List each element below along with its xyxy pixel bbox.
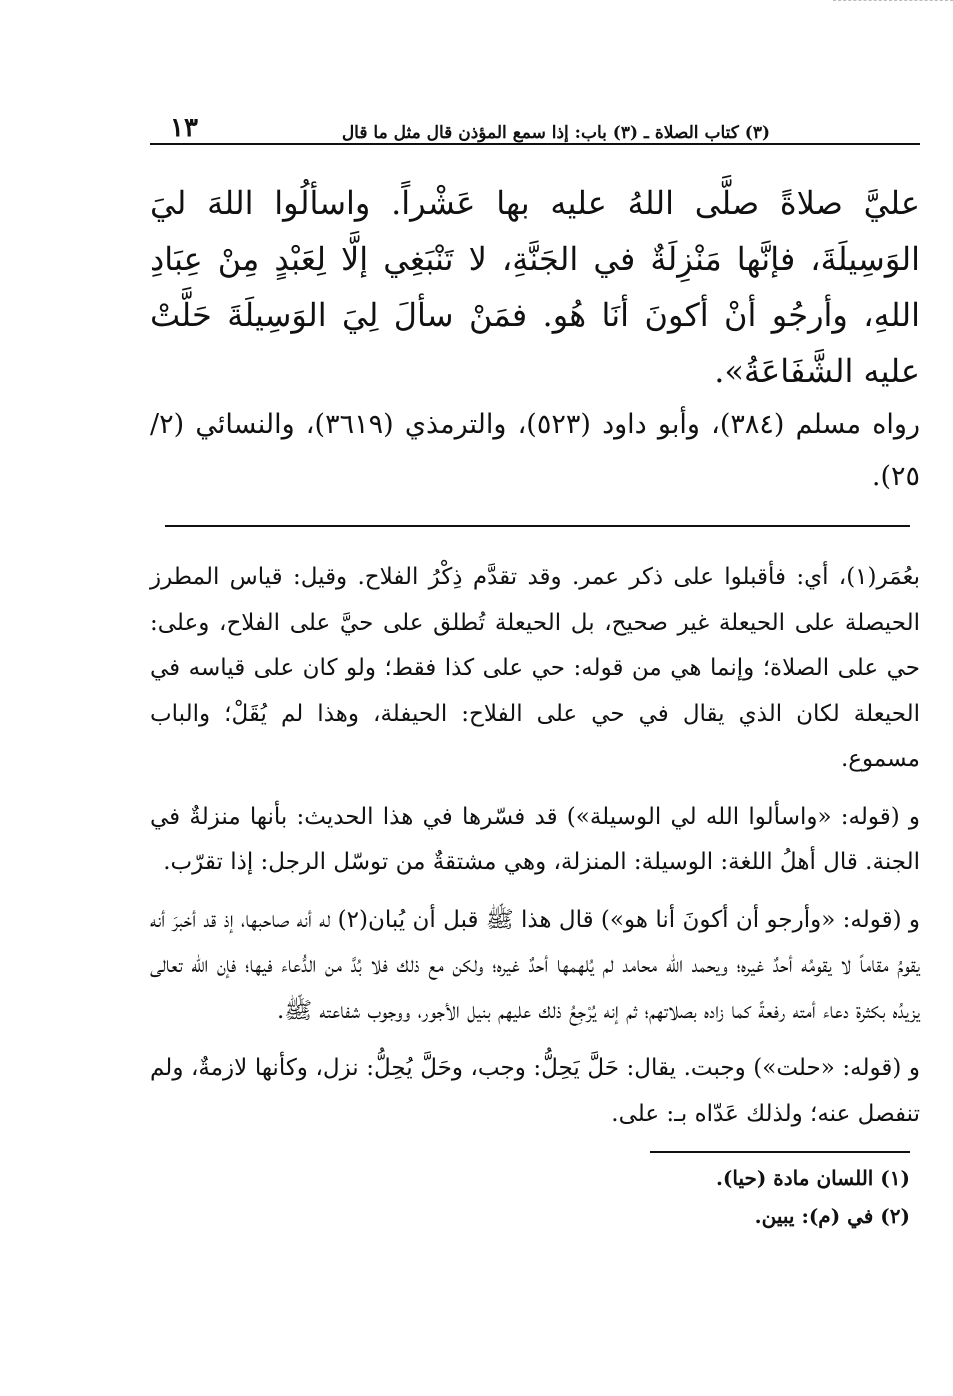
hadith-text-block [150, 175, 920, 399]
commentary-paragraph: و (قوله: «واسألوا الله لي الوسيلة») قد فسّرها في هذا الحديث: بأنها منزلةٌ في الجنة. قال أهلُ اللغة: الوسيلة: المنزلة، وهي مشتقةٌ من توسّل الرجل: إذا تقرّب. [150, 803, 920, 875]
footnote-2: (٢) في (م): يبين. [754, 1204, 910, 1228]
footnote-divider [650, 1151, 910, 1153]
page-header [150, 95, 920, 145]
footnote-1: (١) اللسان مادة (حيا). [715, 1166, 910, 1190]
running-title: (٣) كتاب الصلاة ـ (٣) باب: إذا سمع المؤذن قال مثل ما قال [341, 123, 770, 143]
hadith-text: عليَّ صلاةً صلَّى اللهُ عليه بها عَشْراً. واسألُوا اللهَ ليَ الوَسِيلَةَ، فإنَّها مَنْزِلَةٌ في الجَنَّةِ، لا تَنْبَغِي إلَّا لِعَبْدٍ مِنْ عِبَادِ اللهِ، وأرجُو أنْ أكونَ أنَا هُو. فمَنْ سألَ لِيَ الوَسِيلَةَ حَلَّتْ عليه الشَّفَاعَةُ». [150, 184, 920, 390]
commentary-paragraph: بعُمَر(١)، أي: فأقبلوا على ذكر عمر. وقد تقدَّم ذِكْرُ الفلاح. وقيل: قياس المطرز الحيصلة على الحيعلة غير صحيح، بل الحيعلة تُطلق على حيَّ على الفلاح، وعلى: حي على الصلاة؛ وإنما هي من قوله: حي على كذا فقط؛ ولو كان على قياسه في الحيعلة لكان الذي يقال في حي على الفلاح: الحيفلة، وهذا لم يُقَلْ؛ والباب مسموع. [150, 564, 920, 772]
hadith-source: رواه مسلم (٣٨٤)، وأبو داود (٥٢٣)، والترمذي (٣٦١٩)، والنسائي (٢/ ٢٥). [150, 409, 920, 492]
book-page [150, 95, 920, 1235]
commentary-paragraph: و (قوله: «وأرجو أن أكونَ أنا هو») قال هذا ﷺ قبل أن يُبان(٢) له أنه صاحبها، إذ قد أخبرَ أنه يقومُ مقاماً لا يقومُه أحدٌ غيره؛ ويحمد الله محامد لم يُلهمها أحدٌ غيره؛ ولكن مع ذلك فلا بُدَّ من الدُّعاء فيها؛ فإن الله تعالى يزيدُه بكثرة دعاء أمته رفعةً كما زاده بصلاتهم؛ ثم إنه يُرْجِعُ ذلك عليهم بنيل الأجور، ووجوب شفاعته ﷺ. [150, 906, 920, 1024]
commentary-block [150, 555, 920, 1137]
footnotes [150, 1159, 910, 1235]
commentary-paragraph: و (قوله: «حلت») وجبت. يقال: حَلَّ يَحِلُّ: وجب، وحَلَّ يُحِلُّ: نزل، وكأنها لازمةٌ، ولم تنفصل عنه؛ ولذلك عَدّاه بـ: على. [150, 1055, 920, 1127]
section-divider [165, 525, 910, 527]
corner-scan-mark [833, 0, 953, 1]
page-number: ١٣ [170, 113, 198, 143]
